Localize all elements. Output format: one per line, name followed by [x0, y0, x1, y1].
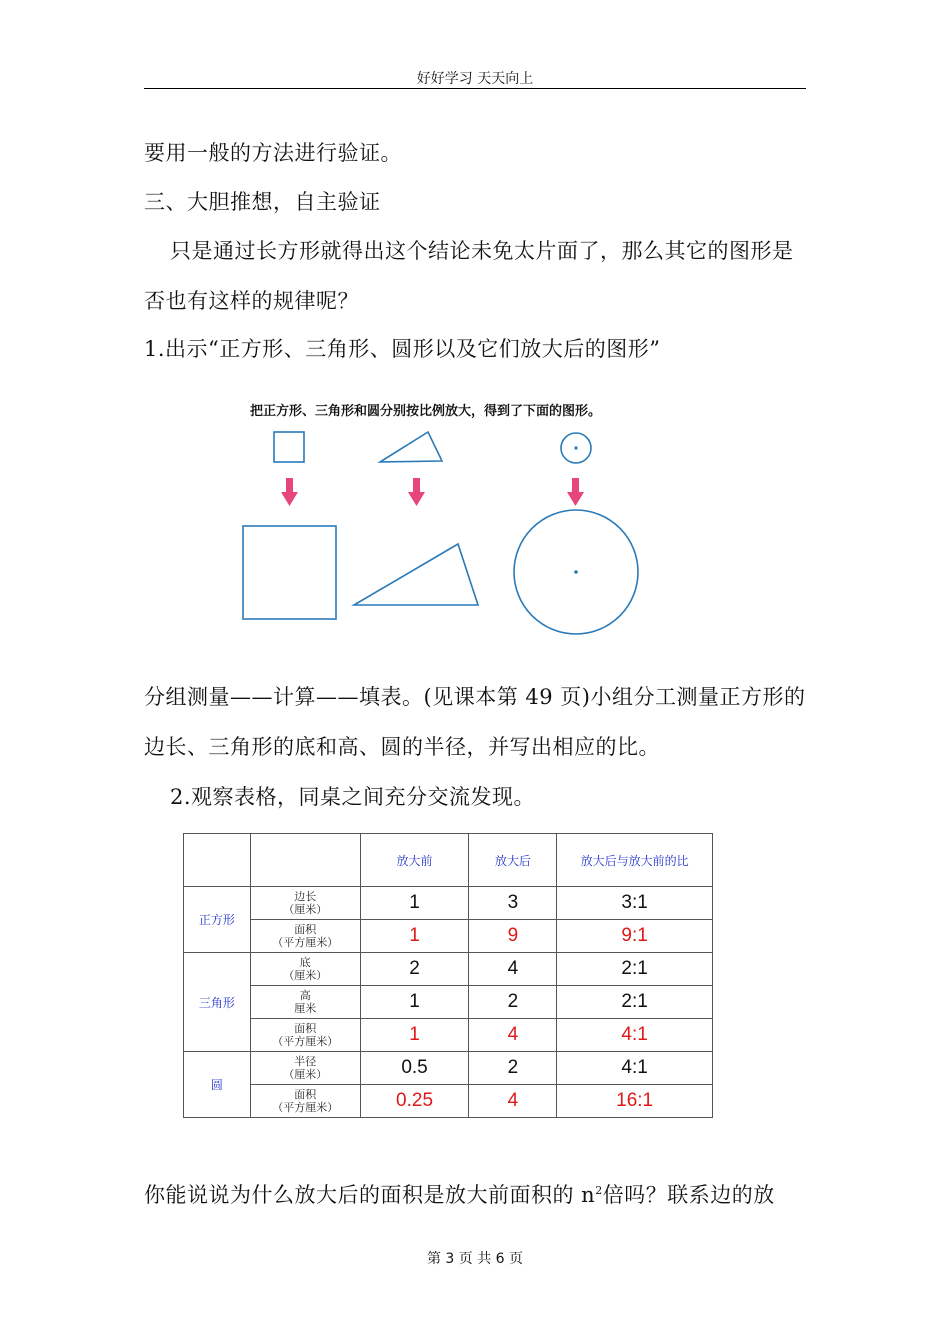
ratio-value: 16:1 — [557, 1085, 713, 1118]
paragraph-7-text-a: 你能说说为什么放大后的面积是放大前面积的 n — [144, 1183, 596, 1207]
exponent: 2 — [595, 1184, 603, 1197]
property-unit: （平方厘米） — [272, 1035, 339, 1048]
property-label: 面积 — [294, 1022, 317, 1035]
property-label: 半径 — [294, 1055, 317, 1068]
arrow-square — [281, 478, 298, 506]
property-unit: （厘米） — [283, 903, 328, 916]
table-row — [184, 887, 713, 920]
paragraph-7 — [144, 1170, 806, 1220]
table-row — [184, 953, 713, 986]
small-triangle — [380, 432, 442, 462]
section-heading: 三、大胆推想，自主验证 — [144, 190, 381, 214]
before-value: 1 — [360, 1019, 469, 1052]
before-value: 0.5 — [360, 1052, 469, 1085]
table-row — [184, 1085, 713, 1118]
property-unit: （平方厘米） — [272, 936, 339, 949]
property-cell — [250, 887, 360, 920]
large-square — [243, 526, 336, 619]
table-row — [184, 986, 713, 1019]
property-unit: （厘米） — [283, 1068, 328, 1081]
paragraph-6: 2.观察表格，同桌之间充分交流发现。 — [170, 785, 536, 809]
after-value: 2 — [469, 1052, 557, 1085]
property-cell — [250, 1019, 360, 1052]
before-value: 1 — [360, 920, 469, 953]
paragraph-7-text-b: 倍吗？联系边的放 — [602, 1183, 775, 1207]
arrow-triangle — [408, 478, 425, 506]
enlargement-figure — [230, 420, 660, 645]
ratio-value: 4:1 — [557, 1019, 713, 1052]
shape-name-circle: 圆 — [184, 1052, 251, 1118]
paragraph-4: 1.出示“正方形、三角形、圆形以及它们放大后的图形” — [144, 337, 661, 361]
paragraph-3: 只是通过长方形就得出这个结论未免太片面了，那么其它的图形是否也有这样的规律呢？ — [144, 239, 794, 313]
table-header-row — [184, 834, 713, 887]
before-value: 0.25 — [360, 1085, 469, 1118]
after-value: 4 — [469, 1019, 557, 1052]
paragraph-1: 要用一般的方法进行验证。 — [144, 141, 402, 165]
small-square — [274, 432, 304, 462]
page-footer: 第 3 页 共 6 页 — [426, 1251, 524, 1267]
ratio-value: 3:1 — [557, 887, 713, 920]
large-circle-center — [574, 570, 578, 574]
after-value: 4 — [469, 1085, 557, 1118]
property-label: 边长 — [294, 890, 317, 903]
ratio-value: 2:1 — [557, 953, 713, 986]
measurement-table — [183, 833, 713, 1118]
property-label: 底 — [299, 956, 311, 969]
before-value: 1 — [360, 986, 469, 1019]
header-cell-ratio: 放大后与放大前的比 — [557, 834, 713, 887]
header-cell — [250, 834, 360, 887]
before-value: 1 — [360, 887, 469, 920]
header-divider — [144, 88, 806, 89]
table-row — [184, 1019, 713, 1052]
property-unit: （厘米） — [283, 969, 328, 982]
property-cell — [250, 920, 360, 953]
after-value: 4 — [469, 953, 557, 986]
large-triangle — [354, 544, 478, 605]
arrow-circle — [567, 478, 584, 506]
table-row — [184, 1052, 713, 1085]
figure-caption: 把正方形、三角形和圆分别按比例放大，得到了下面的图形。 — [250, 404, 602, 419]
ratio-value: 9:1 — [557, 920, 713, 953]
property-label: 高 — [299, 989, 311, 1002]
page-header: 好好学习 天天向上 — [416, 71, 534, 87]
property-cell — [250, 1085, 360, 1118]
table-row — [184, 920, 713, 953]
property-unit: （平方厘米） — [272, 1101, 339, 1114]
property-cell — [250, 1052, 360, 1085]
property-label: 面积 — [294, 1088, 317, 1101]
property-label: 面积 — [294, 923, 317, 936]
shape-name-triangle: 三角形 — [184, 953, 251, 1052]
property-cell — [250, 953, 360, 986]
shape-name-square: 正方形 — [184, 887, 251, 953]
header-cell — [184, 834, 251, 887]
paragraph-5: 分组测量——计算——填表。(见课本第 49 页)小组分工测量正方形的边长、三角形的底和高、圆的半径，并写出相应的比。 — [144, 685, 806, 759]
before-value: 2 — [360, 953, 469, 986]
property-unit: 厘米 — [294, 1002, 317, 1015]
small-circle-center — [574, 446, 577, 449]
header-cell-before: 放大前 — [360, 834, 469, 887]
ratio-value: 4:1 — [557, 1052, 713, 1085]
ratio-value: 2:1 — [557, 986, 713, 1019]
header-cell-after: 放大后 — [469, 834, 557, 887]
after-value: 2 — [469, 986, 557, 1019]
after-value: 3 — [469, 887, 557, 920]
after-value: 9 — [469, 920, 557, 953]
property-cell — [250, 986, 360, 1019]
